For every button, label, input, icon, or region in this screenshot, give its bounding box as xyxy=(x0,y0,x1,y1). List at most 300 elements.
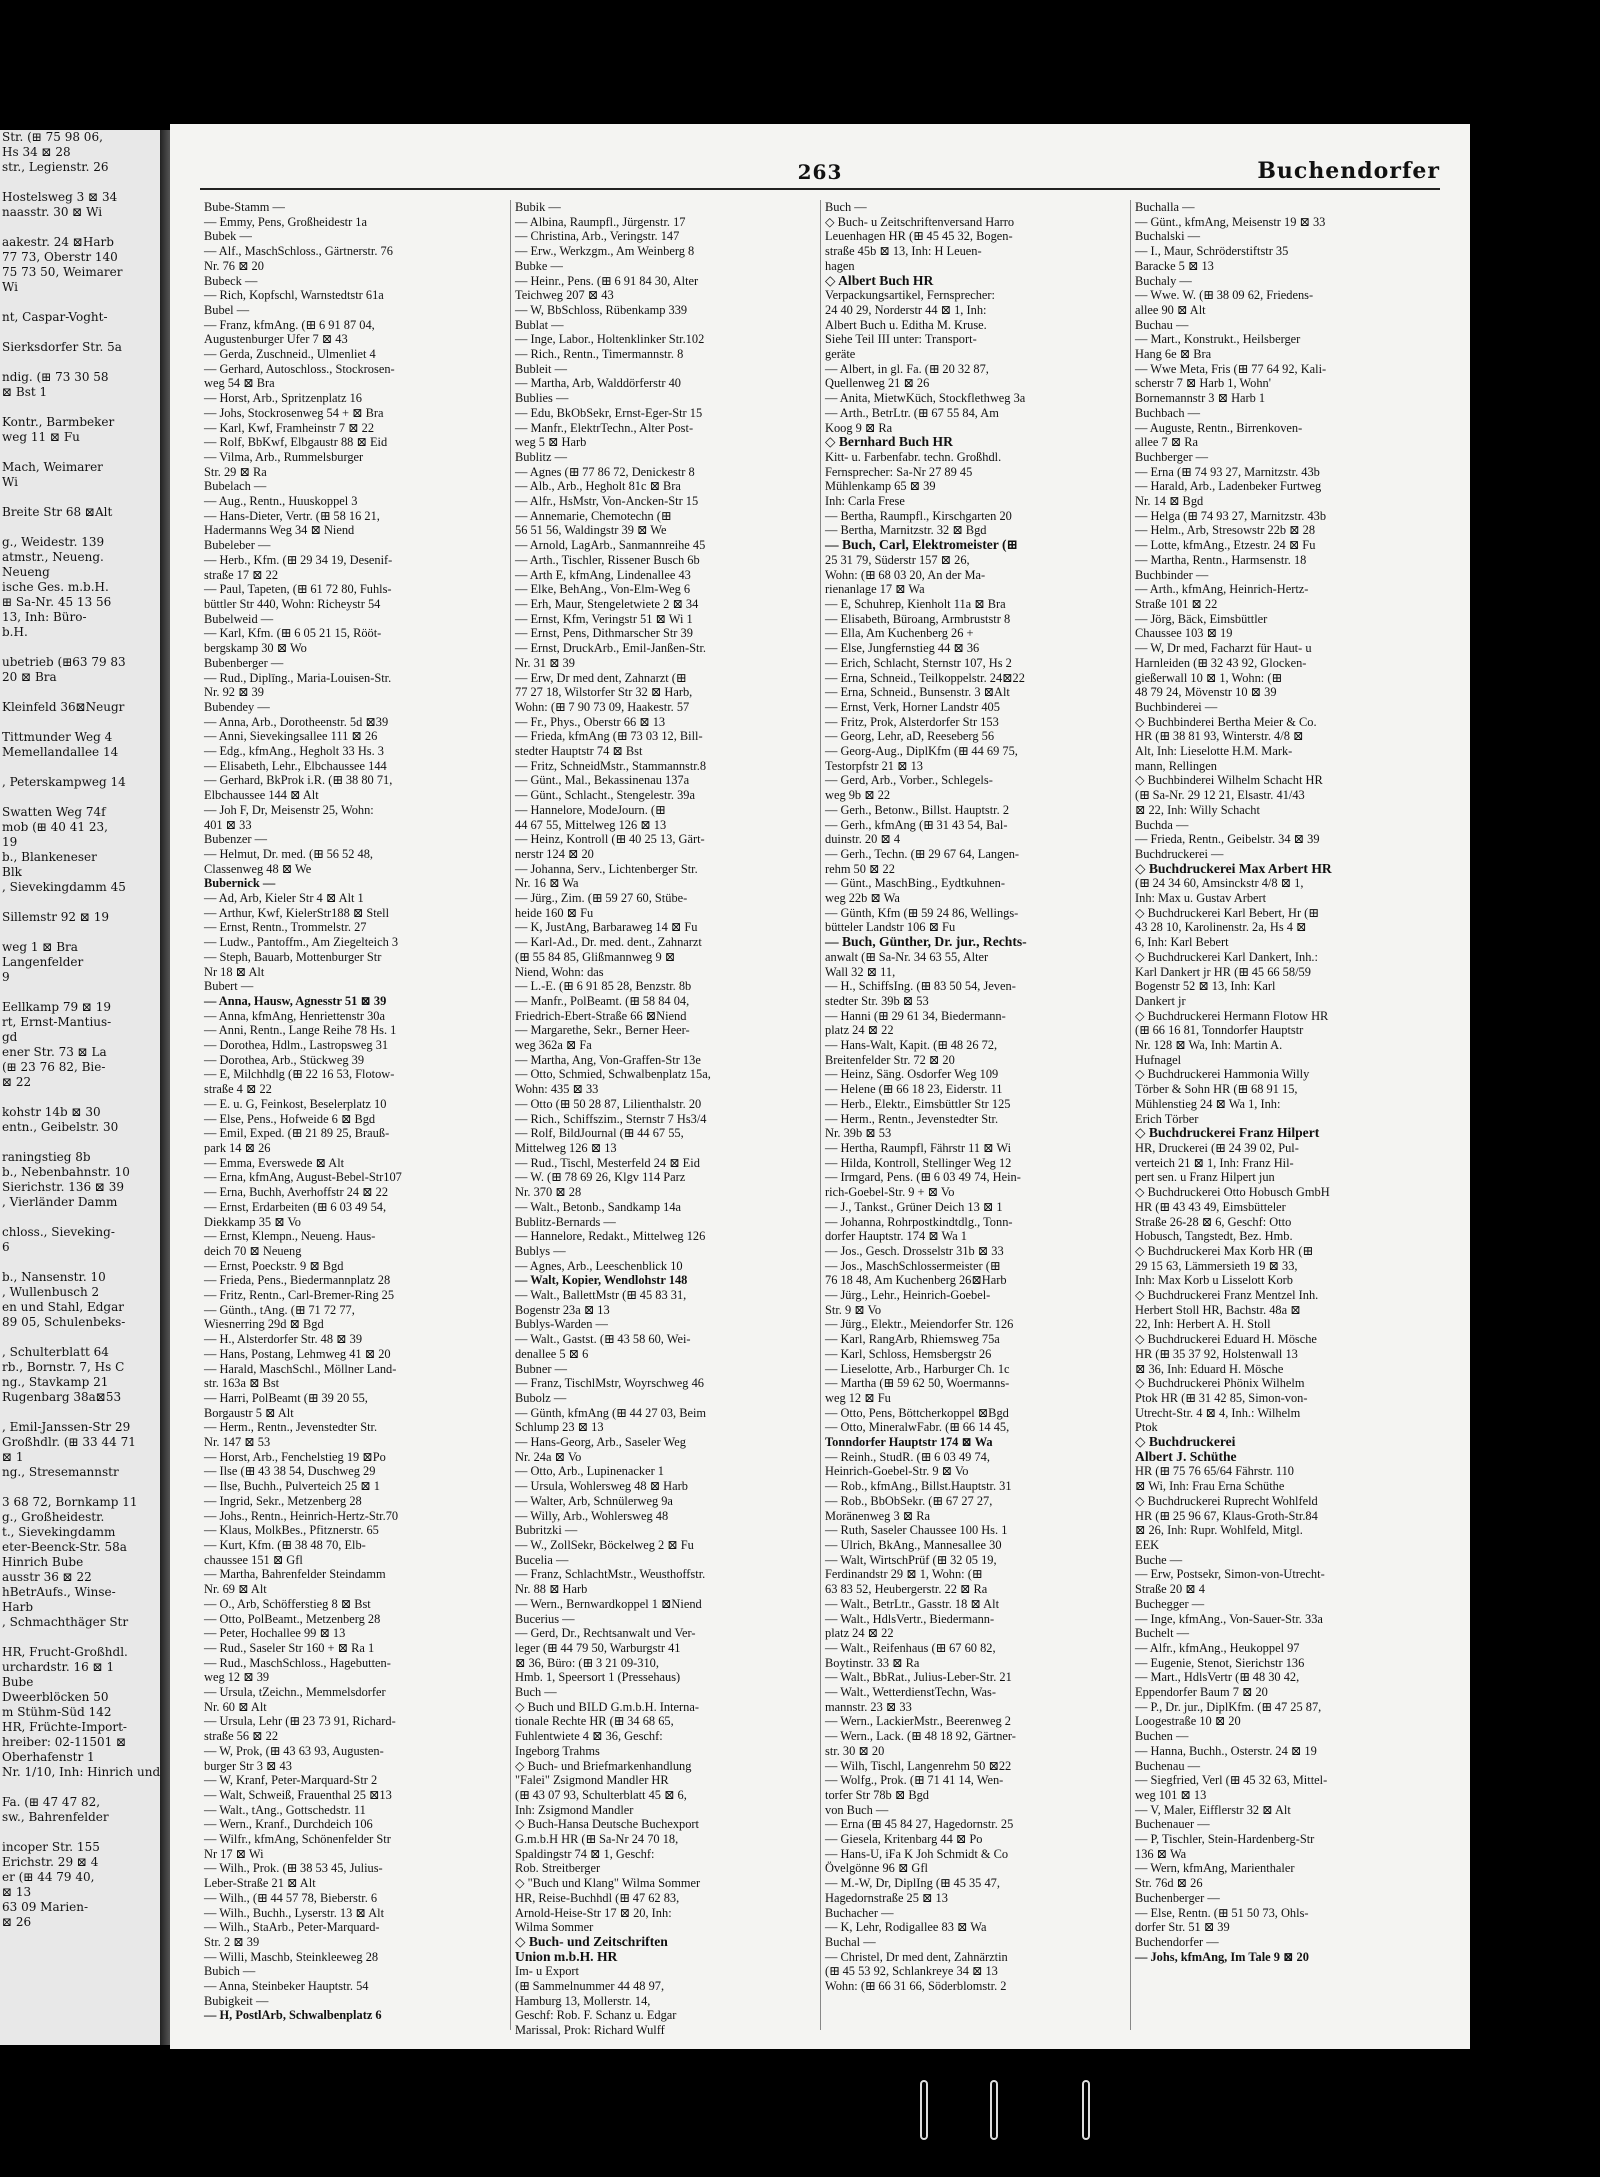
directory-entry-line: — Arth., Tischler, Rissener Busch 6b xyxy=(515,552,700,567)
directory-entry-line: Leber-Straße 21 ⊠ Alt xyxy=(204,1876,316,1891)
directory-entry-line: Bucerius — xyxy=(515,1611,575,1626)
directory-entry-line: — Jos., Gesch. Drosselstr 31b ⊠ 33 xyxy=(825,1243,1004,1258)
directory-entry-line: — P., Dr. jur., DiplKfm. (⊞ 47 25 87, xyxy=(1135,1699,1322,1714)
directory-entry-line: — Rich., Schiffszim., Sternstr 7 Hs3/4 xyxy=(515,1111,707,1126)
directory-entry-line: Wohn: 435 ⊠ 33 xyxy=(515,1082,599,1097)
directory-entry-line: Buchal — xyxy=(825,1934,876,1949)
facing-page-line: rt, Ernst-Mantius- xyxy=(2,1015,112,1029)
directory-entry-line: weg 101 ⊠ 13 xyxy=(1135,1787,1207,1802)
facing-page-line: mob (⊞ 40 41 23, xyxy=(2,820,108,834)
directory-entry-line: Bubelach — xyxy=(204,479,267,494)
facing-page-line: 89 05, Schulenbeks- xyxy=(2,1315,126,1329)
directory-entry-line: rienanlage 17 ⊠ Wa xyxy=(825,582,925,597)
facing-page-line: chloss., Sieveking- xyxy=(2,1225,115,1239)
directory-entry-line: — Frieda, kfmAng (⊞ 73 03 12, Bill- xyxy=(515,729,703,744)
facing-page-line xyxy=(0,490,160,505)
directory-entry-line: Nr. 147 ⊠ 53 xyxy=(204,1435,271,1450)
directory-entry-line: Nr. 128 ⊠ Wa, Inh: Martin A. xyxy=(1135,1038,1283,1053)
directory-entry-line: (⊞ 24 34 60, Amsinckstr 4/8 ⊠ 1, xyxy=(1135,876,1304,891)
directory-entry-line: Kitt- u. Farbenfabr. techn. Großhdl. xyxy=(825,449,1002,464)
directory-entry-line: Buchegger — xyxy=(1135,1596,1205,1611)
directory-entry-line: Hobusch, Tangstedt, Bez. Hmb. xyxy=(1135,1229,1293,1244)
facing-page-line: b.H. xyxy=(2,625,28,639)
directory-entry-line: straße 45b ⊠ 13, Inh: H Leuen- xyxy=(825,244,982,259)
directory-entry-line: HR (⊞ 75 76 65/64 Fährstr. 110 xyxy=(1135,1464,1294,1479)
directory-entry-line: Eppendorfer Baum 7 ⊠ 20 xyxy=(1135,1685,1268,1700)
directory-entry-line: — Erna (⊞ 45 84 27, Hagedornstr. 25 xyxy=(825,1817,1014,1832)
directory-entry-line: — Erich, Schlacht, Sternstr 107, Hs 2 xyxy=(825,655,1012,670)
directory-entry-line: tionale Rechte HR (⊞ 34 68 65, xyxy=(515,1714,674,1729)
directory-entry-line: G.m.b.H HR (⊞ Sa-Nr 24 70 18, xyxy=(515,1832,679,1847)
facing-page-line: naasstr. 30 ⊠ Wi xyxy=(2,205,103,219)
directory-entry-line: — Anna, Steinbeker Hauptstr. 54 xyxy=(204,1979,369,1994)
directory-entry-line: — Dorothea, Arb., Stückweg 39 xyxy=(204,1052,365,1067)
page-header xyxy=(200,158,1440,190)
directory-entry-line: Buch — xyxy=(515,1685,557,1700)
directory-entry-line: — Inge, kfmAng., Von-Sauer-Str. 33a xyxy=(1135,1611,1323,1626)
directory-entry-line: — Walt., Betonb., Sandkamp 14a xyxy=(515,1199,682,1214)
facing-page-line: 3 68 72, Bornkamp 11 xyxy=(2,1495,138,1509)
directory-entry-line: — Otto, MineralwFabr. (⊞ 66 14 45, xyxy=(825,1420,1010,1435)
directory-entry-line: — Peter, Hochallee 99 ⊠ 13 xyxy=(204,1626,346,1641)
facing-page-line: ener Str. 73 ⊠ La xyxy=(2,1045,107,1059)
directory-entry-line: torfer Str 78b ⊠ Bgd xyxy=(825,1787,929,1802)
facing-page-line: nt, Caspar-Voght- xyxy=(2,310,108,324)
directory-entry-line: — Inge, Labor., Holtenklinker Str.102 xyxy=(515,332,705,347)
directory-entry-line: — Günth., tAng. (⊞ 71 72 77, xyxy=(204,1302,355,1317)
directory-entry-line: — Otto, Schmied, Schwalbenplatz 15a, xyxy=(515,1067,711,1082)
directory-entry-line: — Otto (⊞ 50 28 87, Lilienthalstr. 20 xyxy=(515,1096,702,1111)
directory-entry-line: — Wilfr., kfmAng, Schönenfelder Str xyxy=(204,1832,391,1847)
directory-entry-line: — Rob., kfmAng., Billst.Hauptstr. 31 xyxy=(825,1479,1012,1494)
directory-entry-line: Bubernick — xyxy=(204,876,276,891)
facing-page-line xyxy=(0,895,160,910)
directory-entry-line: pert sen. u Franz Hilpert jun xyxy=(1135,1170,1275,1185)
directory-entry-line: Albert Buch u. Editha M. Kruse. xyxy=(825,317,987,332)
facing-page-line: Nr. 1/10, Inh: Hinrich und xyxy=(2,1765,161,1779)
directory-entry-line: Str. 76d ⊠ 26 xyxy=(1135,1876,1203,1891)
directory-entry-line: Bubenberger — xyxy=(204,655,284,670)
facing-page-line xyxy=(0,325,160,340)
directory-entry-line: — Helga (⊞ 74 93 27, Marnitzstr. 43b xyxy=(1135,508,1327,523)
directory-entry-line: Hang 6e ⊠ Bra xyxy=(1135,347,1212,362)
directory-entry-line: — Erw, Postsekr, Simon-von-Utrecht- xyxy=(1135,1567,1325,1582)
directory-entry-line: straße 56 ⊠ 22 xyxy=(204,1729,279,1744)
directory-entry-line: rich-Goebel-Str. 9 + ⊠ Vo xyxy=(825,1185,955,1200)
facing-page-line: Swatten Weg 74f xyxy=(2,805,106,819)
directory-entry-line: Tonndorfer Hauptstr 174 ⊠ Wa xyxy=(825,1435,993,1450)
facing-page-line: ng., Stavkamp 21 xyxy=(2,1375,109,1389)
directory-entry-line: — Steph, Bauarb, Mottenburger Str xyxy=(204,949,382,964)
facing-page-line: 75 73 50, Weimarer xyxy=(2,265,123,279)
directory-entry-line: Buchdruckerei — xyxy=(1135,846,1224,861)
directory-entry-line: 401 ⊠ 33 xyxy=(204,817,252,832)
directory-entry-line: — H, PostlArb, Schwalbenplatz 6 xyxy=(204,2008,382,2023)
directory-entry-line: ◇ "Buch und Klang" Wilma Sommer xyxy=(515,1876,701,1891)
directory-entry-line: — Heinr., Pens. (⊞ 6 91 84 30, Alter xyxy=(515,273,699,288)
directory-entry-line: Breitenfelder Str. 72 ⊠ 20 xyxy=(825,1052,955,1067)
directory-entry-line: Ptok HR (⊞ 31 42 85, Simon-von- xyxy=(1135,1390,1308,1405)
directory-entry-line: — Hans-Dieter, Vertr. (⊞ 58 16 21, xyxy=(204,508,380,523)
directory-entry-line: — Frieda, Pens., Biedermannplatz 28 xyxy=(204,1273,391,1288)
directory-entry-line: weg 12 ⊠ Fu xyxy=(825,1390,891,1405)
directory-entry-line: — Franz, TischlMstr, Woyrschweg 46 xyxy=(515,1376,704,1391)
directory-entry-line: leger (⊞ 44 79 50, Warburgstr 41 xyxy=(515,1640,681,1655)
facing-page-line: ⊠ 26 xyxy=(2,1915,32,1929)
directory-entry-line: Bogenstr 52 ⊠ 13, Inh: Karl xyxy=(1135,979,1276,994)
directory-entry-line: — Arth., BetrLtr. (⊞ 67 55 84, Am xyxy=(825,405,999,420)
directory-entry-line: — Rich, Kopfschl, Warnstedtstr 61a xyxy=(204,288,384,303)
facing-page-line: Erichstr. 29 ⊠ 4 xyxy=(2,1855,99,1869)
facing-page-line: Neueng xyxy=(2,565,50,579)
directory-entry-line: Classenweg 48 ⊠ We xyxy=(204,861,312,876)
facing-page-line: Langenfelder xyxy=(2,955,84,969)
directory-entry-line: — Alfr., HsMstr, Von-Ancken-Str 15 xyxy=(515,494,699,509)
directory-entry-line: — Margarethe, Sekr., Berner Heer- xyxy=(515,1023,690,1038)
facing-page-line: 20 ⊠ Bra xyxy=(2,670,57,684)
directory-entry-line: HR (⊞ 25 96 67, Klaus-Groth-Str.84 xyxy=(1135,1508,1318,1523)
directory-entry-line: weg 9b ⊠ 22 xyxy=(825,788,891,803)
directory-entry-line: — Hanna, Buchh., Osterstr. 24 ⊠ 19 xyxy=(1135,1743,1317,1758)
directory-entry-line: — Fr., Phys., Oberstr 66 ⊠ 13 xyxy=(515,714,666,729)
directory-entry-line: HR (⊞ 35 37 92, Holstenwall 13 xyxy=(1135,1346,1298,1361)
directory-entry-line: — Georg, Lehr, aD, Reeseberg 56 xyxy=(825,729,995,744)
directory-entry-line: ◇ Buchdruckerei Ruprecht Wohlfeld xyxy=(1135,1493,1318,1508)
directory-entry-line: — O., Arb, Schöfferstieg 8 ⊠ Bst xyxy=(204,1596,371,1611)
directory-entry-line: — Günth, kfmAng (⊞ 44 27 03, Beim xyxy=(515,1405,707,1420)
directory-entry-line: — Anna, Hausw, Agnesstr 51 ⊠ 39 xyxy=(204,993,387,1008)
directory-entry-line: — Walt., BallettMstr (⊞ 45 83 31, xyxy=(515,1288,687,1303)
directory-entry-line: Wohn: (⊞ 7 90 73 09, Haakestr. 57 xyxy=(515,699,690,714)
directory-entry-line: Quellenweg 21 ⊠ 26 xyxy=(825,376,930,391)
facing-page-line: Tittmunder Weg 4 xyxy=(2,730,113,744)
directory-entry-line: — Gerh., kfmAng (⊞ 31 43 54, Bal- xyxy=(825,817,1008,832)
directory-entry-line: — Dorothea, Hdlm., Lastropsweg 31 xyxy=(204,1038,389,1053)
directory-entry-line: — Wern., LackierMstr., Beerenweg 2 xyxy=(825,1714,1011,1729)
directory-entry-line: — Alb., Arb., Hegholt 81c ⊠ Bra xyxy=(515,479,681,494)
directory-entry-line: nerstr 124 ⊠ 20 xyxy=(515,846,594,861)
directory-entry-line: Boytinstr. 33 ⊠ Ra xyxy=(825,1655,920,1670)
facing-page-line: urchardstr. 16 ⊠ 1 xyxy=(2,1660,115,1674)
directory-entry-line: hagen xyxy=(825,258,855,273)
facing-page-line: weg 1 ⊠ Bra xyxy=(2,940,78,954)
directory-entry-line: — Ingrid, Sekr., Metzenberg 28 xyxy=(204,1493,362,1508)
directory-entry-line: (⊞ 55 84 85, Glißmannweg 9 ⊠ xyxy=(515,949,676,964)
directory-entry-line: Siehe Teil III unter: Transport- xyxy=(825,332,977,347)
directory-entry-line: — Giesela, Kritenbarg 44 ⊠ Po xyxy=(825,1832,983,1847)
directory-entry-line: — Gerd, Dr., Rechtsanwalt und Ver- xyxy=(515,1626,696,1641)
facing-page-line: Fa. (⊞ 47 47 82, xyxy=(2,1795,101,1809)
facing-page-line: hBetrAufs., Winse- xyxy=(2,1585,116,1599)
directory-entry-line: — Johanna, Serv., Lichtenberger Str. xyxy=(515,861,698,876)
directory-entry-line: Albert J. Schüthe xyxy=(1135,1448,1237,1464)
facing-page-line: Großhdlr. (⊞ 33 44 71 xyxy=(2,1435,136,1449)
directory-entry-line: Buchberger — xyxy=(1135,449,1209,464)
directory-entry-line: — Arth E, kfmAng, Lindenallee 43 xyxy=(515,567,691,582)
directory-entry-line: 44 67 55, Mittelweg 126 ⊠ 13 xyxy=(515,817,667,832)
directory-entry-line: verteich 21 ⊠ 1, Inh: Franz Hil- xyxy=(1135,1155,1294,1170)
directory-entry-line: Inh: Zsigmond Mandler xyxy=(515,1802,634,1817)
directory-entry-line: — Martha, Rentn., Harmsenstr. 18 xyxy=(1135,552,1307,567)
directory-entry-line: dorfer Hauptstr. 174 ⊠ Wa 1 xyxy=(825,1229,967,1244)
directory-entry-line: ⊠ Wi, Inh: Frau Erna Schüthe xyxy=(1135,1479,1285,1494)
facing-page-line xyxy=(0,985,160,1000)
directory-entry-line: — Rud., Tischl, Mesterfeld 24 ⊠ Eid xyxy=(515,1155,700,1170)
directory-entry-line: — Jörg, Bäck, Eimsbüttler xyxy=(1135,611,1268,626)
directory-entry-line: — Walt., tAng., Gottschedstr. 11 xyxy=(204,1802,366,1817)
directory-entry-line: ◇ Buchdruckerei Franz Hilpert xyxy=(1135,1125,1320,1141)
directory-entry-line: — W. (⊞ 78 69 26, Klgv 114 Parz xyxy=(515,1170,686,1185)
directory-entry-line: — Elke, BehAng., Von-Elm-Weg 6 xyxy=(515,582,691,597)
directory-entry-line: Straße 20 ⊠ 4 xyxy=(1135,1582,1205,1597)
facing-page-line: weg 11 ⊠ Fu xyxy=(2,430,80,444)
directory-entry-line: park 14 ⊠ 26 xyxy=(204,1141,271,1155)
directory-entry-line: Nr. 370 ⊠ 28 xyxy=(515,1185,582,1200)
facing-page-line xyxy=(0,1405,160,1420)
directory-entry-line: — Willy, Arb., Wohlersweg 48 xyxy=(515,1508,669,1523)
directory-entry-line: Str. 9 ⊠ Vo xyxy=(825,1302,882,1317)
directory-entry-line: Marissal, Prok: Richard Wulff xyxy=(515,2023,665,2038)
directory-entry-line: denallee 5 ⊠ 6 xyxy=(515,1346,589,1361)
directory-entry-line: — Wern, kfmAng, Marienthaler xyxy=(1135,1861,1295,1876)
directory-entry-line: — Else, Pens., Hofweide 6 ⊠ Bgd xyxy=(204,1111,376,1126)
directory-entry-line: — Alf., MaschSchloss., Gärtnerstr. 76 xyxy=(204,244,393,259)
directory-entry-line: 29 15 63, Lämmersieth 19 ⊠ 33, xyxy=(1135,1258,1298,1273)
directory-entry-line: Buch — xyxy=(825,200,867,214)
directory-entry-line: (⊞ Sammelnummer 44 48 97, xyxy=(515,1979,665,1994)
directory-entry-line: Buchbinder — xyxy=(1135,567,1209,582)
directory-entry-line: — Erw., Werkzgm., Am Weinberg 8 xyxy=(515,244,695,259)
directory-entry-line: — Günt., MaschBing., Eydtkuhnen- xyxy=(825,876,1005,891)
directory-entry-line: weg 5 ⊠ Harb xyxy=(515,435,587,450)
directory-entry-line: Buchalski — xyxy=(1135,229,1201,244)
directory-entry-line: Mühlenkamp 65 ⊠ 39 xyxy=(825,479,936,494)
page-number: 263 xyxy=(797,160,843,184)
directory-entry-line: Leuenhagen HR (⊞ 45 45 32, Bogen- xyxy=(825,229,1013,244)
directory-entry-line: Dankert jr xyxy=(1135,993,1186,1008)
directory-entry-line: mann, Rellingen xyxy=(1135,758,1217,773)
directory-entry-line: weg 22b ⊠ Wa xyxy=(825,891,900,906)
directory-entry-line: Buchelt — xyxy=(1135,1626,1190,1641)
directory-entry-line: str. 30 ⊠ 20 xyxy=(825,1743,885,1758)
directory-entry-line: — Wilh., StaArb., Peter-Marquard- xyxy=(204,1920,380,1935)
facing-page-line: t., Sievekingdamm xyxy=(2,1525,116,1539)
directory-entry-line: — Karl, Kfm. (⊞ 6 05 21 15, Rööt- xyxy=(204,626,382,641)
directory-entry-line: — Klaus, MolkBes., Pfitznerstr. 65 xyxy=(204,1523,379,1538)
directory-entry-line: — Martha, Arb, Walddörferstr 40 xyxy=(515,376,682,391)
directory-entry-line: HR, Druckerei (⊞ 24 39 02, Pul- xyxy=(1135,1141,1299,1155)
directory-entry-line: Bubeleber — xyxy=(204,538,271,553)
directory-entry-line: ◇ Buch und BILD G.m.b.H. Interna- xyxy=(515,1699,699,1714)
facing-page-line: 6 xyxy=(2,1240,10,1254)
facing-page-line: ⊠ 1 xyxy=(2,1450,24,1464)
directory-entry-line: — I., Maur, Schröderstiftstr 35 xyxy=(1135,244,1289,259)
directory-entry-line: — Wwe Meta, Fris (⊞ 77 64 92, Kali- xyxy=(1135,361,1327,376)
directory-entry-line: Im- u Export xyxy=(515,1964,580,1979)
directory-entry-line: ⊠ 26, Inh: Rupr. Wohlfeld, Mitgl. xyxy=(1135,1523,1303,1538)
directory-entry-line: Borgaustr 5 ⊠ Alt xyxy=(204,1405,294,1420)
directory-entry-line: — Christel, Dr med dent, Zahnärztin xyxy=(825,1949,1008,1964)
facing-page-line: ⊠ 13 xyxy=(2,1885,32,1899)
directory-entry-line: — Johanna, Rohrpostkindtdlg., Tonn- xyxy=(825,1214,1013,1229)
facing-page-line xyxy=(0,715,160,730)
directory-entry-line: — Buch, Günther, Dr. jur., Rechts- xyxy=(825,934,1027,950)
facing-page-line: Oberhafenstr 1 xyxy=(2,1750,95,1764)
directory-entry-line: Buchbach — xyxy=(1135,405,1201,420)
directory-entry-line: Herbert Stoll HR, Bachstr. 48a ⊠ xyxy=(1135,1302,1301,1317)
directory-entry-line: — Walt., HdlsVertr., Biedermann- xyxy=(825,1611,995,1626)
directory-entry-line: Bubolz — xyxy=(515,1390,567,1405)
facing-page-line: atmstr., Neueng. xyxy=(2,550,104,564)
facing-page-line xyxy=(0,1135,160,1150)
directory-entry-line: — Wern., Bernwardkoppel 1 ⊠Niend xyxy=(515,1596,702,1611)
directory-entry-line: Wilma Sommer xyxy=(515,1920,594,1935)
directory-entry-line: — Christina, Arb., Veringstr. 147 xyxy=(515,229,680,244)
directory-entry-line: Bubel — xyxy=(204,302,250,317)
directory-entry-line: — Edu, BkObSekr, Ernst-Eger-Str 15 xyxy=(515,405,703,420)
facing-page-line: Blk xyxy=(2,865,22,879)
directory-entry-line: — Bertha, Marnitzstr. 32 ⊠ Bgd xyxy=(825,523,987,538)
directory-entry-line: — Harald, Arb., Ladenbeker Furtweg xyxy=(1135,479,1322,494)
directory-entry-line: — Herm., Rentn., Jevenstedter Str. xyxy=(825,1111,999,1126)
facing-page-line: er (⊞ 44 79 40, xyxy=(2,1870,95,1884)
directory-entry-line: — E, Milchhdlg (⊞ 22 16 53, Flotow- xyxy=(204,1067,395,1082)
directory-entry-line: 43 28 10, Karolinenstr. 2a, Hs 4 ⊠ xyxy=(1135,920,1307,935)
directory-entry-line: straße 4 ⊠ 22 xyxy=(204,1082,272,1097)
facing-page-line: , Emil-Janssen-Str 29 xyxy=(2,1420,131,1434)
facing-page-line: 63 09 Marien- xyxy=(2,1900,89,1914)
directory-entry-line: — Gerd, Arb., Vorber., Schlegels- xyxy=(825,773,993,788)
facing-page-line: en und Stahl, Edgar xyxy=(2,1300,125,1314)
running-head: Buchendorfer xyxy=(1257,158,1440,184)
directory-entry-line: — Walt., Gastst. (⊞ 43 58 60, Wei- xyxy=(515,1332,691,1347)
facing-page-line: , Vierländer Damm xyxy=(2,1195,118,1209)
directory-entry-line: — Günt., Schlacht., Stengelestr. 39a xyxy=(515,788,695,803)
facing-page-line xyxy=(0,1630,160,1645)
directory-entry-line: Buchen — xyxy=(1135,1729,1189,1744)
book-gutter xyxy=(160,130,170,2045)
facing-page-line: 13, Inh: Büro- xyxy=(2,610,87,624)
facing-page-line: raningstieg 8b xyxy=(2,1150,91,1164)
facing-page-line: incoper Str. 155 xyxy=(2,1840,100,1854)
directory-entry-line: weg 362a ⊠ Fa xyxy=(515,1038,592,1053)
directory-entry-line: Testorpfstr 21 ⊠ 13 xyxy=(825,758,923,773)
directory-entry-line: weg 54 ⊠ Bra xyxy=(204,376,275,391)
facing-page-line: sw., Bahrenfelder xyxy=(2,1810,109,1824)
directory-entry-line: Arnold-Heise-Str 17 ⊠ 20, Inh: xyxy=(515,1905,672,1920)
facing-page-line xyxy=(0,445,160,460)
facing-page-line: g., Weidestr. 139 xyxy=(2,535,105,549)
column-3 xyxy=(820,200,1120,2030)
directory-entry-line: Buchacher — xyxy=(825,1905,894,1920)
directory-entry-line: Str. 29 ⊠ Ra xyxy=(204,464,267,479)
directory-entry-line: Bublies — xyxy=(515,391,569,406)
directory-entry-line: — Otto, Arb., Lupinenacker 1 xyxy=(515,1464,664,1479)
facing-page-line: , Schmachthäger Str xyxy=(2,1615,129,1629)
directory-entry-line: ◇ Bernhard Buch HR xyxy=(825,434,953,450)
directory-entry-line: — Lieselotte, Arb., Harburger Ch. 1c xyxy=(825,1361,1010,1376)
scan-edge-mark xyxy=(990,2080,998,2140)
directory-entry-line: — Gerh., Techn. (⊞ 29 67 64, Langen- xyxy=(825,846,1020,861)
directory-entry-line: — Wolfg., Prok. (⊞ 71 41 14, Wen- xyxy=(825,1773,1004,1788)
facing-page-line: Kontr., Barmbeker xyxy=(2,415,115,429)
directory-entry-line: Bubke — xyxy=(515,258,563,273)
directory-entry-line: Bubigkeit — xyxy=(204,1993,269,2008)
directory-entry-line: — Edg., kfmAng., Hegholt 33 Hs. 3 xyxy=(204,744,384,759)
directory-entry-line: Mühlenstieg 24 ⊠ Wa 1, Inh: xyxy=(1135,1096,1281,1111)
directory-entry-line: — Jos., MaschSchlossermeister (⊞ xyxy=(825,1258,1001,1273)
directory-entry-line: Wall 32 ⊠ 11, xyxy=(825,964,896,979)
directory-entry-line: — Agnes, Arb., Leeschenblick 10 xyxy=(515,1258,683,1273)
facing-page-line: Dweerblöcken 50 xyxy=(2,1690,109,1704)
directory-entry-line: Ingeborg Trahms xyxy=(515,1743,600,1758)
directory-entry-line: — Annemarie, Chemotechn (⊞ xyxy=(515,508,672,523)
directory-entry-line: HR (⊞ 43 43 49, Eimsbütteler xyxy=(1135,1199,1286,1214)
facing-page-line xyxy=(0,1825,160,1840)
directory-entry-line: Nr. 31 ⊠ 39 xyxy=(515,655,575,670)
directory-entry-line: ◇ Buch- u Zeitschriftenversand Harro xyxy=(825,214,1015,229)
directory-entry-line: gießerwall 10 ⊠ 1, Wohn: (⊞ xyxy=(1135,670,1282,685)
facing-page-line xyxy=(0,760,160,775)
directory-entry-line: — Hans-U, iFa K Joh Schmidt & Co xyxy=(825,1846,1009,1861)
directory-entry-line: ◇ Buchdruckerei Otto Hobusch GmbH xyxy=(1135,1185,1330,1200)
directory-entry-line: Bubleit — xyxy=(515,361,567,376)
facing-page-line: Mach, Weimarer xyxy=(2,460,103,474)
facing-page-line xyxy=(0,685,160,700)
directory-entry-line: Nr. 69 ⊠ Alt xyxy=(204,1582,267,1597)
directory-entry-line: — Erw, Dr med dent, Zahnarzt (⊞ xyxy=(515,670,687,685)
directory-entry-line: Str. 2 ⊠ 39 xyxy=(204,1934,260,1949)
directory-entry-line: — Paul, Tapeten, (⊞ 61 72 80, Fuhls- xyxy=(204,582,392,597)
facing-page-line: (⊞ 23 76 82, Bie- xyxy=(2,1060,106,1074)
directory-entry-line: — Emma, Everswede ⊠ Alt xyxy=(204,1155,345,1170)
directory-entry-line: stedter Hauptstr 74 ⊠ Bst xyxy=(515,744,643,759)
directory-entry-line: — Ernst, Erdarbeiten (⊞ 6 03 49 54, xyxy=(204,1199,387,1214)
facing-page-line: ausstr 36 ⊠ 22 xyxy=(2,1570,92,1584)
directory-entry-line: ⊠ 22, Inh: Willy Schacht xyxy=(1135,802,1260,817)
directory-entry-line: Bublitz — xyxy=(515,449,567,464)
directory-entry-line: — Siegfried, Verl (⊞ 45 32 63, Mittel- xyxy=(1135,1773,1328,1788)
directory-entry-line: — Buch, Carl, Elektromeister (⊞ xyxy=(825,537,1018,553)
directory-entry-line: — Walt., BbRat., Julius-Leber-Str. 21 xyxy=(825,1670,1012,1685)
directory-entry-line: Rob. Streitberger xyxy=(515,1861,601,1876)
directory-entry-line: Bublys — xyxy=(515,1243,566,1258)
directory-entry-line: — Gerda, Zuschneid., Ulmenliet 4 xyxy=(204,347,376,362)
directory-entry-line: Ptok xyxy=(1135,1420,1158,1435)
directory-entry-line: ◇ Buchbinderei Wilhelm Schacht HR xyxy=(1135,773,1323,788)
directory-entry-line: — H., SchiffsIng. (⊞ 83 50 54, Jeven- xyxy=(825,979,1016,994)
directory-entry-line: Koog 9 ⊠ Ra xyxy=(825,420,893,435)
directory-entry-line: — Mart., HdlsVertr (⊞ 48 30 42, xyxy=(1135,1670,1300,1685)
directory-entry-line: — Arthur, Kwf, KielerStr188 ⊠ Stell xyxy=(204,905,390,920)
directory-entry-line: Bubelweid — xyxy=(204,611,274,626)
directory-entry-line: Buchalla — xyxy=(1135,200,1195,214)
directory-entry-line: allee 90 ⊠ Alt xyxy=(1135,302,1206,317)
directory-entry-line: — Fritz, Rentn., Carl-Bremer-Ring 25 xyxy=(204,1288,395,1303)
facing-page-line: HR, Frucht-Großhdl. xyxy=(2,1645,128,1659)
directory-entry-line: Buche — xyxy=(1135,1552,1183,1567)
directory-entry-line: — Georg-Aug., DiplKfm (⊞ 44 69 75, xyxy=(825,744,1018,759)
directory-entry-line: — Reinh., StudR. (⊞ 6 03 49 74, xyxy=(825,1449,990,1464)
directory-entry-line: — Walt, WirtschPrüf (⊞ 32 05 19, xyxy=(825,1552,997,1567)
directory-entry-line: — Jürg., Lehr., Heinrich-Goebel- xyxy=(825,1288,991,1303)
directory-entry-line: — Ad, Arb, Kieler Str 4 ⊠ Alt 1 xyxy=(204,891,364,906)
facing-page-line xyxy=(0,790,160,805)
directory-entry-line: — Walter, Arb, Schnülerweg 9a xyxy=(515,1493,673,1508)
directory-entry-line: — Joh F, Dr, Meisenstr 25, Wohn: xyxy=(204,802,374,817)
directory-entry-line: Buchenauer — xyxy=(1135,1817,1210,1832)
facing-page-line: , Peterskampweg 14 xyxy=(2,775,126,789)
